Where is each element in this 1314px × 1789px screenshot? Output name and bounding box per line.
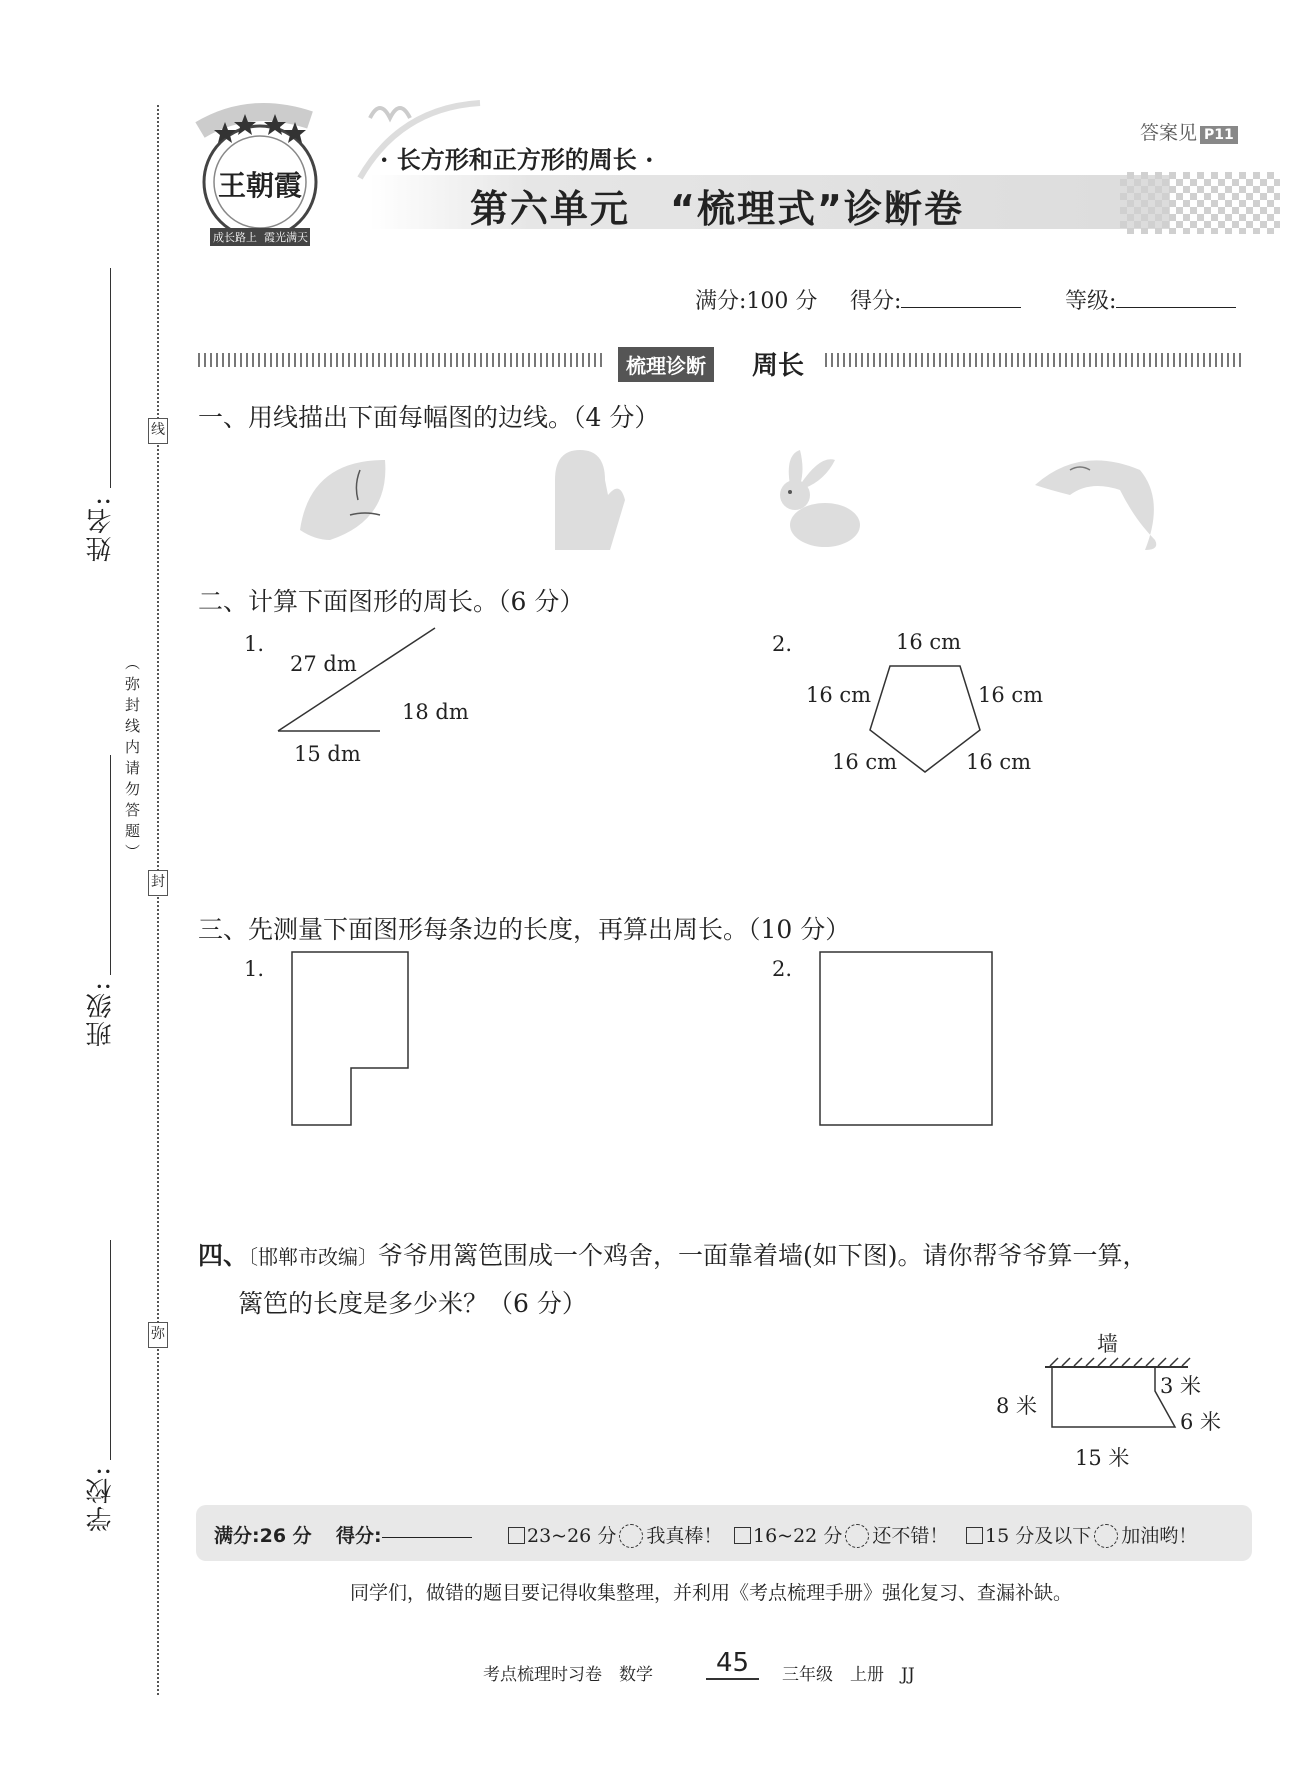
q4-left-side-label: 8 米 [996, 1394, 1038, 1418]
q4-wall-label: 墙 [1097, 1332, 1118, 1356]
name-line [110, 268, 111, 488]
section-stripes-left [198, 353, 603, 367]
q2-fig1-side-b: 18 dm [402, 700, 469, 724]
q4-right-slant-label: 6 米 [1180, 1410, 1222, 1434]
seal-box-seal: 封 [148, 870, 168, 896]
school-label: 学校: [86, 1465, 116, 1532]
dolphin-shape[interactable] [1035, 460, 1156, 550]
q2-fig2-right: 16 cm [978, 683, 1044, 707]
logo-name: 王朝霞 [217, 169, 303, 202]
question-1-title: 一、用线描出下面每幅图的边线。（4 分） [198, 403, 660, 432]
footer-book: 考点梳理时习卷 数学 [483, 1665, 653, 1685]
grade-field[interactable]: 等级: [1065, 284, 1236, 315]
bar-option-3[interactable]: 15 分及以下 加油哟！ [966, 1521, 1197, 1548]
q2-fig2-top: 16 cm [896, 630, 962, 654]
section-tag: 梳理诊断 [618, 347, 714, 382]
question-4-text: 四、〔邯郸市改编〕爷爷用篱笆围成一个鸡舍，一面靠着墙(如下图)。请你帮爷爷算一算， [198, 1241, 1148, 1270]
bar-option-1[interactable]: 23~26 分 我真棒！ [508, 1521, 722, 1548]
q3-square[interactable] [818, 950, 996, 1130]
answer-reference: 答案见 P11 [1140, 118, 1238, 145]
class-line [110, 755, 111, 975]
seal-box-mi: 弥 [148, 1322, 168, 1348]
seal-note: （弥封线内请勿答题） [123, 655, 141, 865]
q4-bottom-label: 15 米 [1075, 1446, 1130, 1470]
logo-slogan-right: 霞光满天 [264, 231, 308, 244]
mitten-shape[interactable] [555, 450, 625, 550]
banner-checker-pattern [1120, 172, 1280, 234]
seal-dotted-line [157, 105, 159, 1695]
question-4-text-line2: 篱笆的长度是多少米？（6 分） [238, 1289, 587, 1318]
question-2-title: 二、计算下面图形的周长。（6 分） [198, 587, 585, 616]
leaf-shape[interactable] [300, 460, 385, 540]
q3-fig1-number: 1. [244, 957, 265, 981]
cheer-face-icon [1094, 1524, 1118, 1548]
school-line [110, 1240, 111, 1460]
q3-l-shape[interactable] [290, 950, 415, 1130]
q2-fig1-side-c: 15 dm [294, 742, 361, 766]
rabbit-shape[interactable] [780, 450, 860, 547]
q4-right-top-label: 3 米 [1160, 1374, 1202, 1398]
score-summary-bar [196, 1505, 1252, 1561]
smile-face-icon [619, 1524, 643, 1548]
score-field[interactable]: 得分: [850, 284, 1021, 315]
name-label: 姓名: [86, 495, 116, 562]
q2-fig2-number: 2. [772, 632, 793, 656]
section-stripes-right [825, 353, 1245, 367]
tip-text: 同学们，做错的题目要记得收集整理，并利用《考点梳理手册》强化复习、查漏补缺。 [350, 1582, 1073, 1604]
q3-fig2-number: 2. [772, 957, 793, 981]
seal-box-line: 线 [148, 418, 168, 444]
q2-fig1-number: 1. [244, 632, 265, 656]
checkbox-icon [508, 1527, 525, 1544]
q2-fig2-bottom-left: 16 cm [832, 750, 898, 774]
page-title: 第六单元 “梳理式”诊断卷 [470, 187, 964, 231]
question-3-title: 三、先测量下面图形每条边的长度，再算出周长。（10 分） [198, 915, 851, 944]
footer-grade: 三年级 上册 JJ [782, 1665, 915, 1685]
section-title: 周长 [752, 351, 805, 381]
bar-option-2[interactable]: 16~22 分 还不错！ [734, 1521, 948, 1548]
checkbox-icon [734, 1527, 751, 1544]
full-marks: 满分:100 分 [695, 289, 818, 314]
q2-fig1-side-a: 27 dm [290, 652, 357, 676]
brand-logo [190, 100, 350, 260]
logo-slogan-left: 成长路上 [213, 231, 257, 244]
checkbox-icon [966, 1527, 983, 1544]
happy-face-icon [845, 1524, 869, 1548]
bar-score-field[interactable]: 得分: [336, 1521, 382, 1548]
page-number: 45 [706, 1648, 759, 1680]
q2-fig2-bottom-right: 16 cm [966, 750, 1032, 774]
page-subtitle: · 长方形和正方形的周长 · [380, 145, 654, 174]
bar-full-marks: 满分:26 分 [214, 1525, 312, 1547]
q2-fig2-left: 16 cm [806, 683, 872, 707]
q1-shapes [290, 440, 1190, 560]
class-label: 班级: [86, 980, 116, 1047]
